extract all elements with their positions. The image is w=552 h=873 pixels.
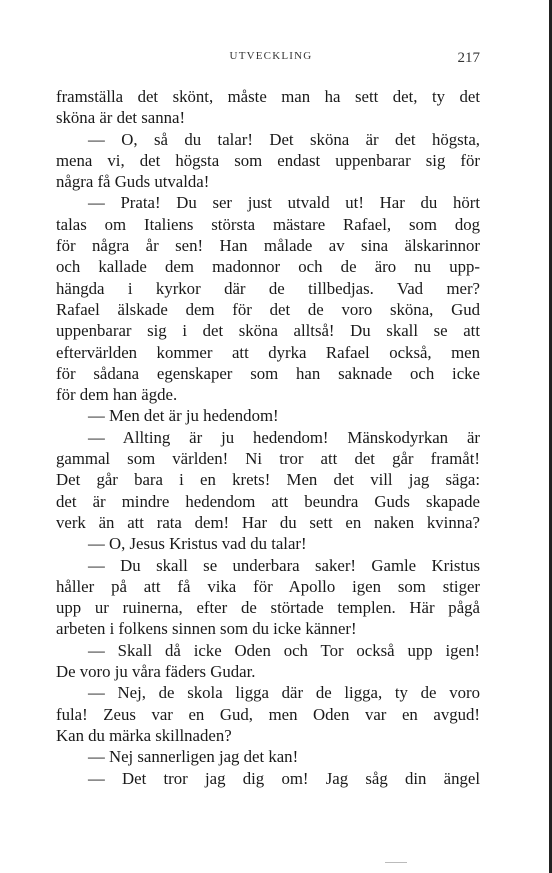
text-line: upp ur ruinerna, efter de störtade templen. Här pågå xyxy=(56,598,480,618)
text-line: Det går bara i en krets! Men det vill jag säga: xyxy=(56,470,480,490)
text-line: — Allting är ju hedendom! Mänskodyrkan är xyxy=(88,427,480,447)
text-line: sköna är det sanna! xyxy=(56,108,186,128)
text-line: — Du skall se underbara saker! Gamle Kristus xyxy=(88,555,480,575)
text-line: några få Guds utvalda! xyxy=(56,172,210,192)
text-line: för sådana egenskaper som han saknade och icke xyxy=(56,363,480,383)
text-line: Kan du märka skillnaden? xyxy=(56,725,232,745)
text-line: talas om Italiens största mästare Rafael, som dog xyxy=(56,214,480,234)
text-line: — Nej sannerligen jag det kan! xyxy=(88,747,299,767)
running-title: UTVECKLING xyxy=(229,50,313,62)
text-line: eftervärlden kommer att dyrka Rafael också, men xyxy=(56,342,480,362)
text-line: — Skall då icke Oden och Tor också upp igen! xyxy=(88,640,480,660)
text-line: — Men det är ju hedendom! xyxy=(88,406,279,426)
text-line: — Prata! Du ser just utvald ut! Har du hört xyxy=(88,193,480,213)
text-line: — O, så du talar! Det sköna är det högsta, xyxy=(88,129,480,149)
text-line: — Det tror jag dig om! Jag såg din ängel xyxy=(88,768,480,788)
text-line: framställa det skönt, måste man ha sett det, ty det xyxy=(56,87,480,106)
text-line: fula! Zeus var en Gud, men Oden var en avgud! xyxy=(56,704,480,724)
text-line: — O, Jesus Kristus vad du talar! xyxy=(88,534,307,554)
text-line: De voro ju våra fäders Gudar. xyxy=(56,662,256,682)
text-line: gammal som världen! Ni tror att det går framåt! xyxy=(56,449,480,469)
text-line: hängda i kyrkor där de tillbedjas. Vad mer? xyxy=(56,278,480,298)
text-line: det är mindre hedendom att beundra Guds skapade xyxy=(56,491,480,511)
text-line: och kallade dem madonnor och de äro nu upp- xyxy=(56,257,480,277)
running-head xyxy=(62,50,480,70)
body-text xyxy=(56,86,480,789)
text-line: för dem han ägde. xyxy=(56,385,178,405)
text-line: Rafael älskade dem för det de voro sköna, Gud xyxy=(56,299,480,319)
text-line: mena vi, det högsta som endast uppenbarar sig för xyxy=(56,150,480,170)
text-line: verk än att rata dem! Har du sett en naken kvinna? xyxy=(56,512,480,532)
text-line: för några år sen! Han målade av sina älskarinnor xyxy=(56,236,480,256)
scan-mark xyxy=(385,862,407,863)
text-line: håller på att få vika för Apollo igen som stiger xyxy=(56,576,480,596)
text-line: arbeten i folkens sinnen som du icke känner! xyxy=(56,619,357,639)
text-line: — Nej, de skola ligga där de ligga, ty de voro xyxy=(88,683,480,703)
page-number: 217 xyxy=(457,50,480,66)
text-line: uppenbarar sig i det sköna alltså! Du skall se att xyxy=(56,321,480,341)
